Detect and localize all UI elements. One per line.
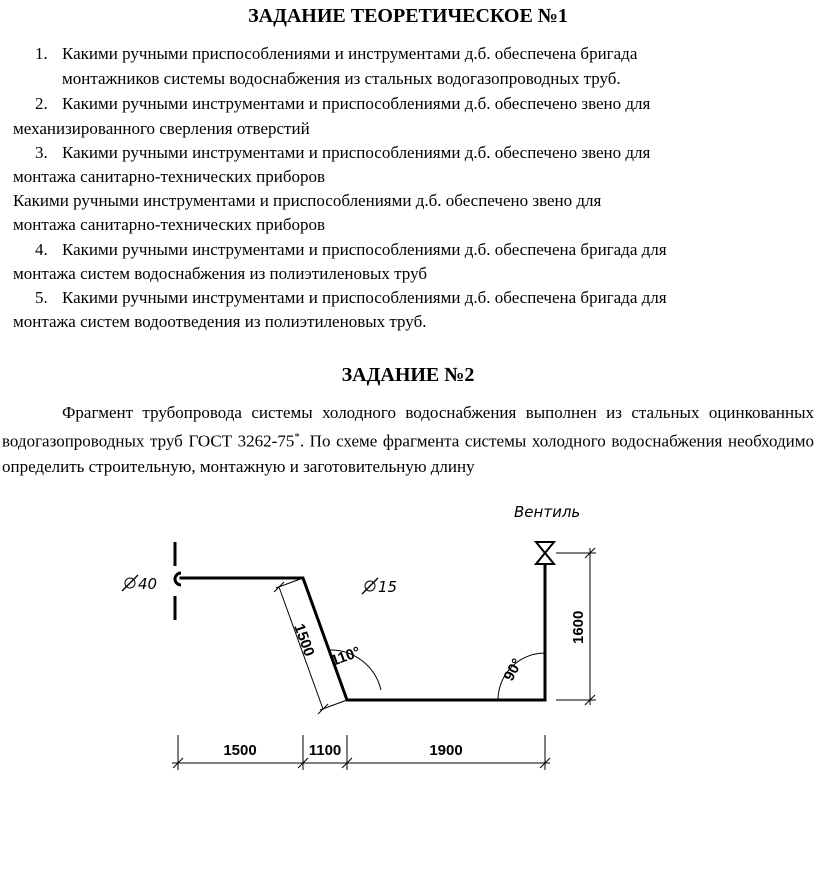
dim-1: 1500 [223, 742, 257, 759]
valve-label: Вентиль [514, 503, 581, 521]
diameter-branch [362, 578, 397, 596]
question-3-number: 3. [35, 143, 48, 162]
wall-fitting [175, 542, 181, 620]
question-3-line2: монтажа санитарно-технических приборов [13, 167, 326, 186]
question-2-text: Какими ручными инструментами и приспособлениями д.б. обеспечено звено для [62, 94, 651, 113]
task2-text-part2: . По схеме фрагмента системы холодного водоснабжения необходимо определить строительную, монтажную и заготовительную длину [2, 431, 814, 476]
question-4-line2: монтажа систем водоснабжения из полиэтиленовых труб [13, 264, 427, 283]
dim-2: 1100 [308, 742, 342, 759]
angle-90-label: 90° [500, 655, 527, 684]
question-3-repeat-line2: монтажа санитарно-технических приборов [13, 215, 326, 234]
angle-90-marker [498, 653, 545, 700]
diameter-branch-value: 15 [378, 578, 398, 596]
question-2-number: 2. [35, 94, 48, 113]
valve-symbol [536, 542, 554, 564]
question-5-number: 5. [35, 288, 48, 307]
question-3-repeat-line1: Какими ручными инструментами и приспособлениями д.б. обеспечено звено для [13, 191, 602, 210]
question-1-number: 1. [35, 44, 48, 63]
angle-110-label: 110° [328, 643, 363, 670]
dim-3: 1900 [429, 742, 463, 759]
diameter-main-value: 40 [138, 575, 158, 593]
question-4-number: 4. [35, 240, 48, 259]
question-2-line2: механизированного сверления отверстий [13, 119, 310, 138]
question-5-text: Какими ручными инструментами и приспособлениями д.б. обеспечена бригада для [62, 288, 667, 307]
slant-length: 1500 [290, 621, 318, 659]
task2-footnote-mark: * [294, 431, 300, 443]
question-1-text: Какими ручными приспособлениями и инструментами д.б. обеспечена бригада [62, 44, 638, 63]
question-4-text: Какими ручными инструментами и приспособлениями д.б. обеспечена бригада для [62, 240, 667, 259]
question-3-text: Какими ручными инструментами и приспособлениями д.б. обеспечено звено для [62, 143, 651, 162]
angle-110-marker [329, 643, 381, 690]
riser-height: 1600 [570, 610, 587, 644]
riser-dimension [556, 548, 596, 705]
task2-text-part1: Фрагмент трубопровода системы холодного водоснабжения выполнен из стальных оцинкованных водогазопроводных труб ГОСТ 3262-75 [2, 403, 814, 451]
pipeline-route [181, 565, 545, 700]
question-5-line2: монтажа систем водоотведения из полиэтиленовых труб. [13, 312, 427, 331]
task1-title: ЗАДАНИЕ ТЕОРЕТИЧЕСКОЕ №1 [248, 5, 568, 27]
diameter-main [122, 575, 157, 593]
bottom-dimension-chain [172, 735, 550, 770]
question-1-line2: монтажников системы водоснабжения из стальных водогазопроводных труб. [62, 69, 621, 88]
task2-title: ЗАДАНИЕ №2 [341, 364, 475, 386]
